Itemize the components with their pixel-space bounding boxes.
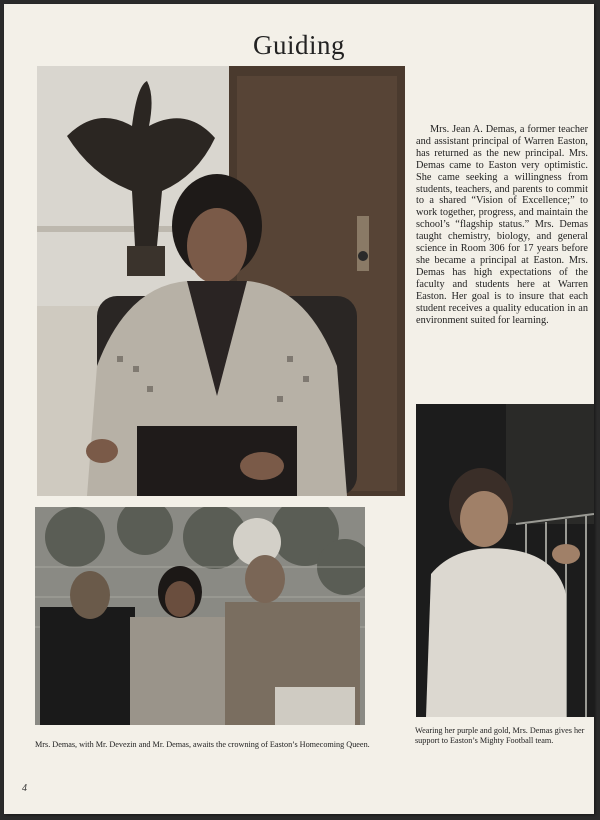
portrait-photo (37, 66, 405, 496)
article-body: Mrs. Jean A. Demas, a former teacher and assistant principal of Warren Easton, has returned as the new principal. Mrs. Demas came to Easton very optimistic. She came seeking a willingness from students, teachers, and parents to commit to a shared “Vision of Excellence;” to work together, progress, and maintain the school’s “flagship status.” Mrs. Demas taught chemistry, biology, and general science in Room 306 for 17 years before she became a principal at Easton. Mrs. Demas has high expectations of the faculty and students here at Warren Easton. Her goal is to insure that each student receives a quality education in an environment suited for learning. (416, 124, 588, 326)
homecoming-photo (35, 507, 365, 725)
homecoming-caption: Mrs. Demas, with Mr. Devezin and Mr. Demas, awaits the crowning of Easton’s Homecoming Queen. (35, 740, 370, 749)
football-caption: Wearing her purple and gold, Mrs. Demas gives her support to Easton’s Mighty Football team. (415, 726, 585, 745)
yearbook-page (4, 4, 594, 814)
page-title: Guiding (252, 30, 345, 60)
football-photo (416, 404, 594, 717)
page-number: 4 (22, 783, 27, 794)
